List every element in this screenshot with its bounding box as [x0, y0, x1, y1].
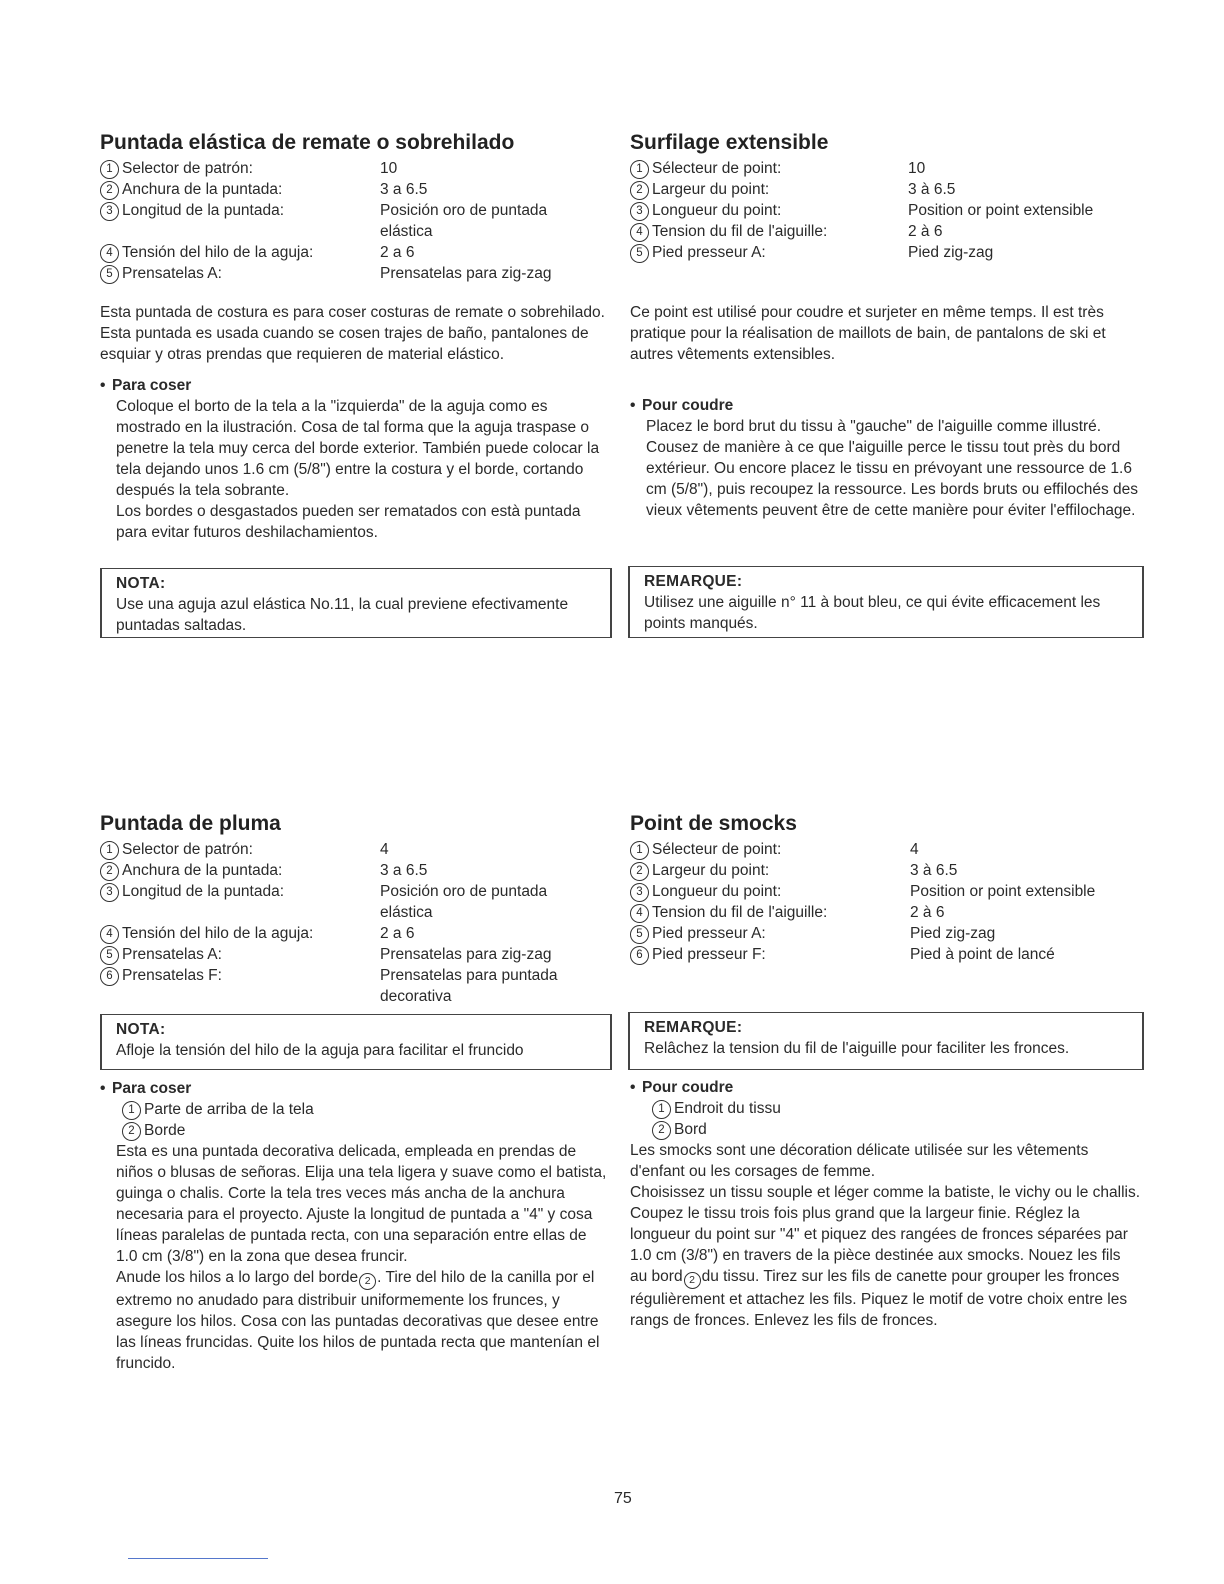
settings-list — [100, 839, 612, 1007]
setting-row — [100, 200, 612, 242]
setting-row — [630, 179, 1142, 200]
setting-label: Sélecteur de point: — [652, 841, 782, 858]
circled-number: 2 — [100, 181, 119, 200]
setting-row — [100, 158, 612, 179]
bullet-body — [100, 1099, 612, 1374]
setting-value: Pied à point de lancé — [910, 946, 1055, 963]
circled-number: 5 — [630, 244, 649, 263]
setting-value: Posición oro de puntada elástica — [380, 883, 548, 921]
setting-label: Tension du fil de l'aiguille: — [652, 223, 828, 240]
setting-row — [630, 221, 1142, 242]
body-paragraph: Les smocks sont une décoration délicate utilisée sur les vêtements d'enfant ou les corsages de femme. — [630, 1142, 1089, 1180]
circled-number: 3 — [100, 202, 119, 221]
setting-value: Pied zig-zag — [908, 244, 994, 261]
setting-row — [630, 881, 1142, 902]
intro-paragraph: Esta puntada de costura es para coser costuras de remate o sobrehilado. Esta puntada es usada cuando se cosen trajes de baño, pantalones de esquiar y otras prendas que requieren de material elástico. — [100, 304, 605, 363]
setting-row — [100, 965, 612, 1007]
bullet-paragraph: Coloque el borto de la tela a la "izquierda" de la aguja como es mostrado en la ilustración. Cosa de tal forma que la aguja traspase o penetre la tela muy cerca del borde exterior. También puede colocar la tela dejando unos 1.6 cm (5/8") entre la costura y el borde, cortando después la tela sobrante. — [116, 398, 600, 499]
setting-row — [630, 944, 1142, 965]
setting-label: Sélecteur de point: — [652, 160, 782, 177]
circled-number: 4 — [100, 925, 119, 944]
setting-label: Prensatelas A: — [122, 265, 222, 282]
section-es-feather — [100, 811, 612, 1007]
body-paragraph: Choisissez un tissu souple et léger comme la batiste, le vichy ou le challis. Coupez le tissu trois fois plus grand que la largeur finie. Réglez la longueur du point sur "4" et piquez des rangées de fronces séparées par 1.0 cm (3/8") en travers de la pièce destinée aux smocks. Nouez les fils au bord 2 du tissu. Tirez sur les fils de canette pour grouper les fronces régulièrement et attachez les fils. Piquez le motif de votre choix entre les rangs de fronces. Enlevez les fils de fronces. — [630, 1184, 1141, 1329]
setting-label: Tension du fil de l'aiguille: — [652, 904, 828, 921]
setting-label: Pied presseur F: — [652, 946, 766, 963]
note-text: Utilisez une aiguille n° 11 à bout bleu, ce qui évite efficacement les points manqués. — [644, 594, 1101, 632]
setting-label: Anchura de la puntada: — [122, 181, 283, 198]
setting-row — [100, 242, 612, 263]
sub-item-text: Endroit du tissu — [674, 1100, 781, 1117]
setting-value: 2 a 6 — [380, 244, 415, 261]
section-title: Point de smocks — [630, 812, 797, 835]
settings-list — [630, 158, 1142, 263]
section-title: Surfilage extensible — [630, 131, 829, 154]
section-title: Puntada de pluma — [100, 812, 281, 835]
circled-number: 6 — [630, 946, 649, 965]
setting-value: Prensatelas para puntada decorativa — [380, 967, 558, 1005]
setting-value: 3 à 6.5 — [908, 181, 956, 198]
setting-label: Anchura de la puntada: — [122, 862, 283, 879]
note-box-es-elastic — [100, 568, 612, 638]
circled-number: 2 — [630, 862, 649, 881]
sub-item-text: Borde — [144, 1122, 186, 1139]
setting-row — [630, 242, 1142, 263]
setting-label: Longitud de la puntada: — [122, 883, 285, 900]
setting-value: 10 — [380, 160, 398, 177]
intro-paragraph: Ce point est utilisé pour coudre et surjeter en même temps. Il est très pratique pour la réalisation de maillots de bain, de pantalons de ski et autres vêtements extensibles. — [630, 304, 1106, 363]
setting-row — [630, 860, 1142, 881]
setting-row — [630, 839, 1142, 860]
bullet-body — [630, 1098, 1142, 1331]
sub-item-text: Bord — [674, 1121, 707, 1138]
setting-value: 3 à 6.5 — [910, 862, 958, 879]
sub-item — [630, 1098, 1142, 1119]
note-box-fr-smocks — [628, 1012, 1144, 1070]
setting-label: Largeur du point: — [652, 862, 770, 879]
setting-row — [630, 158, 1142, 179]
setting-label: Selector de patrón: — [122, 160, 253, 177]
bullet-paragraph: Placez le bord brut du tissu à "gauche" de l'aiguille comme illustré. Cousez de manière à ce que l'aiguille perce le tissu tout près du bord extérieur. Ou encore placez le tissu en prévoyant une ressource de 1.6 cm (5/8"), puis recoupez la ressource. Les bords bruts ou effilochés des vieux vêtements peuvent être de cette manière pour éviter l'effilochage. — [646, 418, 1138, 519]
note-box-es-feather — [100, 1014, 612, 1070]
setting-label: Longueur du point: — [652, 202, 782, 219]
section-title: Puntada elástica de remate o sobrehilado — [100, 131, 515, 154]
setting-row — [630, 923, 1142, 944]
bullet-body — [100, 396, 612, 543]
circled-number: 1 — [652, 1100, 671, 1119]
setting-label: Tensión del hilo de la aguja: — [122, 925, 314, 942]
setting-value: 10 — [908, 160, 926, 177]
setting-value: 3 a 6.5 — [380, 862, 428, 879]
setting-value: 4 — [380, 841, 389, 858]
setting-row — [100, 839, 612, 860]
setting-value: Position or point extensible — [908, 202, 1094, 219]
note-title: NOTA: — [116, 575, 166, 592]
circled-number: 5 — [100, 946, 119, 965]
circled-number: 2 — [630, 181, 649, 200]
setting-value: Prensatelas para zig-zag — [380, 946, 552, 963]
circled-number: 2 — [100, 862, 119, 881]
body-paragraph: Anude los hilos a lo largo del borde 2 . Tire del hilo de la canilla por el extremo no anudado para distribuir uniformemente los frunces, y asegure los hilos. Cosa con las puntadas decorativas que desee entre las líneas fruncidas. Quite los hilos de puntada recta que mantenían el fruncido. — [116, 1269, 600, 1372]
setting-row — [630, 200, 1142, 221]
setting-label: Tensión del hilo de la aguja: — [122, 244, 314, 261]
sub-item-text: Parte de arriba de la tela — [144, 1101, 314, 1118]
note-title: REMARQUE: — [644, 1019, 743, 1036]
setting-label: Longitud de la puntada: — [122, 202, 285, 219]
setting-row — [100, 263, 612, 284]
setting-label: Pied presseur A: — [652, 925, 766, 942]
circled-number: 2 — [652, 1121, 671, 1140]
setting-value: 2 à 6 — [908, 223, 943, 240]
circled-number: 6 — [100, 967, 119, 986]
setting-label: Prensatelas A: — [122, 946, 222, 963]
footer-rule — [128, 1558, 268, 1559]
note-title: NOTA: — [116, 1021, 166, 1038]
setting-row — [100, 860, 612, 881]
sub-item — [116, 1120, 612, 1141]
settings-list — [630, 839, 1142, 965]
settings-list — [100, 158, 612, 284]
body-paragraph: Esta es una puntada decorativa delicada, empleada en prendas de niños o blusas de señoras. Elija una tela ligera y suave como el batista, guinga o chalis. Corte la tela tres veces más ancha de la anchura necesaria para el proyecto. Ajuste la longitud de puntada a "4" y cosa líneas paralelas de puntada recta, con una separación entre ellas de 1.0 cm (3/8") en la zona que desea fruncir. — [116, 1143, 607, 1265]
circled-number: 1 — [122, 1101, 141, 1120]
setting-value: Position or point extensible — [910, 883, 1096, 900]
circled-number: 1 — [630, 841, 649, 860]
circled-number: 2 — [122, 1122, 141, 1141]
circled-number: 3 — [100, 883, 119, 902]
bullet-heading: • Pour coudre — [630, 1079, 734, 1096]
setting-value: Posición oro de puntada elástica — [380, 202, 548, 240]
setting-value: Prensatelas para zig-zag — [380, 265, 552, 282]
setting-value: 4 — [910, 841, 919, 858]
setting-value: Pied zig-zag — [910, 925, 996, 942]
circled-number: 2 — [684, 1272, 701, 1289]
circled-number: 1 — [630, 160, 649, 179]
circled-number: 2 — [359, 1273, 376, 1290]
circled-number: 4 — [100, 244, 119, 263]
note-box-fr-elastic — [628, 566, 1144, 638]
setting-row — [630, 902, 1142, 923]
setting-value: 2 a 6 — [380, 925, 415, 942]
setting-label: Pied presseur A: — [652, 244, 766, 261]
page-number: 75 — [614, 1490, 632, 1507]
circled-number: 1 — [100, 841, 119, 860]
setting-label: Prensatelas F: — [122, 967, 222, 984]
setting-value: 2 à 6 — [910, 904, 945, 921]
bullet-paragraph: Los bordes o desgastados pueden ser rematados con està puntada para evitar futuros deshilachamientos. — [116, 503, 581, 541]
circled-number: 5 — [100, 265, 119, 284]
bullet-heading: • Para coser — [100, 377, 192, 394]
setting-row — [100, 923, 612, 944]
section-es-feather-body — [100, 1078, 612, 1374]
note-title: REMARQUE: — [644, 573, 743, 590]
circled-number: 3 — [630, 202, 649, 221]
circled-number: 4 — [630, 904, 649, 923]
note-text: Use una aguja azul elástica No.11, la cual previene efectivamente puntadas saltadas. — [116, 596, 569, 634]
section-fr-smocks-body — [630, 1077, 1142, 1331]
setting-row — [100, 179, 612, 200]
section-fr-smocks — [630, 811, 1142, 965]
bullet-body — [630, 416, 1142, 521]
circled-number: 3 — [630, 883, 649, 902]
bullet-heading: • Pour coudre — [630, 397, 734, 414]
section-fr-elastic — [630, 130, 1142, 521]
circled-number: 1 — [100, 160, 119, 179]
setting-label: Largeur du point: — [652, 181, 770, 198]
setting-label: Longueur du point: — [652, 883, 782, 900]
circled-number: 4 — [630, 223, 649, 242]
setting-label: Selector de patrón: — [122, 841, 253, 858]
circled-number: 5 — [630, 925, 649, 944]
setting-row — [100, 944, 612, 965]
setting-value: 3 a 6.5 — [380, 181, 428, 198]
note-text: Relâchez la tension du fil de l'aiguille pour faciliter les fronces. — [644, 1040, 1070, 1057]
section-es-elastic — [100, 130, 612, 543]
note-text: Afloje la tensión del hilo de la aguja para facilitar el fruncido — [116, 1042, 524, 1059]
bullet-heading: • Para coser — [100, 1080, 192, 1097]
sub-item — [116, 1099, 612, 1120]
setting-row — [100, 881, 612, 923]
sub-item — [630, 1119, 1142, 1140]
